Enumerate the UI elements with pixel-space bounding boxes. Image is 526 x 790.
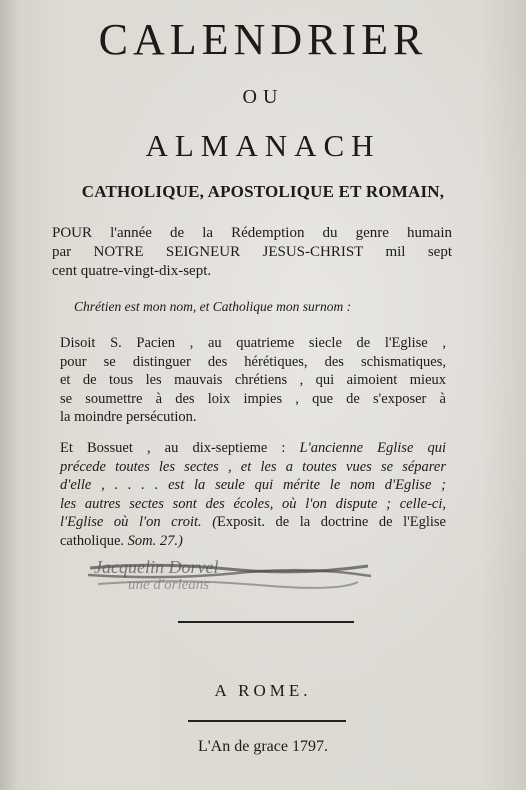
crossed-out-ownership-inscription	[88, 556, 373, 592]
paragraph-line: la moindre persécution.	[60, 409, 197, 425]
paragraph-line: d'elle , . . . . est la seule qui mérite le nom d'Eglise ;	[60, 477, 446, 493]
paragraph-line	[60, 513, 446, 532]
paragraph-line: les autres sectes sont des écoles, où l'on dispute ; celle-ci,	[60, 495, 446, 512]
imprint-place: A ROME.	[214, 681, 312, 700]
dedication-line: POUR l'année de la Rédemption du genre humain	[52, 225, 452, 241]
motto: Chrétien est mon nom, et Catholique mon surnom :	[74, 299, 352, 314]
dedication-line: par NOTRE SEIGNEUR JESUS-CHRIST mil sept	[52, 244, 452, 260]
horizontal-rule	[178, 621, 354, 623]
title-almanach: ALMANACH	[145, 128, 381, 163]
text-roman: catholique.	[60, 532, 128, 549]
paragraph-line: Disoit S. Pacien , au quatrieme siecle de l'Eglise ,	[60, 335, 446, 351]
inscription-line: Jacquelin Dorvel	[94, 557, 219, 577]
text-roman: Et Bossuet , au dix-septieme :	[60, 440, 300, 456]
text-italic: Som. 27.)	[127, 532, 183, 549]
text-italic: l'Eglise où l'on croit. (	[60, 514, 218, 530]
paragraph-line: se soumettre à des loix impies , que de s'exposer à	[60, 390, 446, 407]
title-ou: OU	[242, 86, 284, 108]
paragraph-line: pour se distinguer des hérétiques, des schismatiques,	[60, 353, 446, 370]
dedication-paragraph	[52, 224, 452, 281]
title-calendrier: CALENDRIER	[98, 15, 428, 64]
paragraph-line	[60, 532, 446, 551]
pacien-paragraph	[60, 334, 446, 427]
imprint-year: L'An de grace 1797.	[198, 738, 328, 755]
text-roman: Exposit. de la doctrine de l'Eglise	[217, 514, 446, 530]
paragraph-line	[60, 439, 446, 458]
dedication-line: cent quatre-vingt-dix-sept.	[52, 263, 212, 279]
bossuet-paragraph	[60, 439, 446, 550]
subtitle: CATHOLIQUE, APOSTOLIQUE ET ROMAIN,	[81, 182, 445, 201]
text-italic: L'ancienne Eglise qui	[299, 440, 446, 456]
paragraph-line: et de tous les mauvais chrétiens , qui aimoient mieux	[60, 372, 446, 388]
inscription-line: une d'orleans	[128, 577, 210, 592]
horizontal-rule	[188, 720, 346, 722]
paragraph-line: précede toutes les sectes , et les a toutes vues se séparer	[60, 458, 446, 475]
